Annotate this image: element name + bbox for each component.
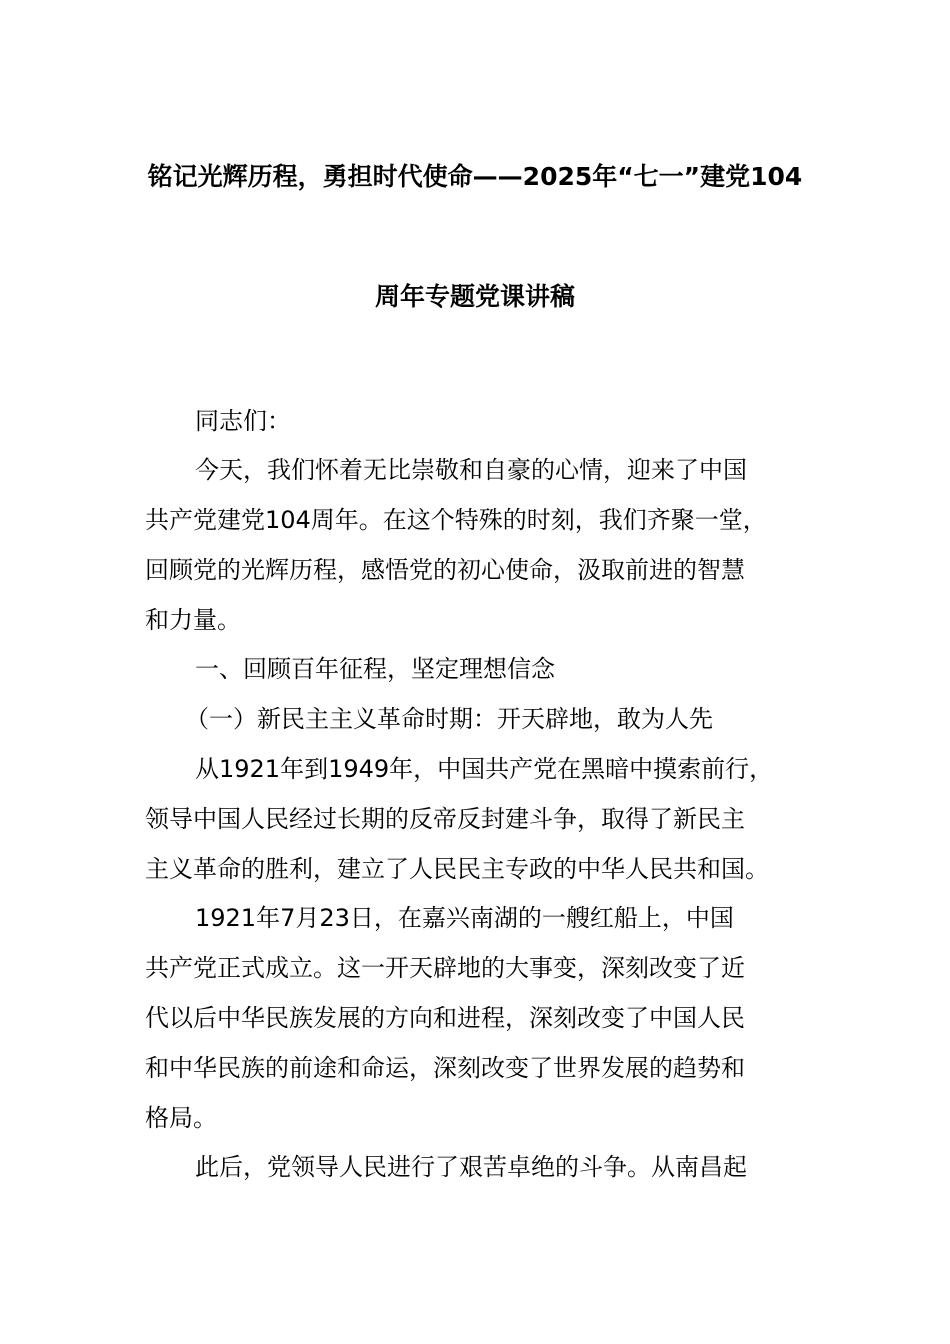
salutation: 同志们： [195, 407, 291, 435]
body-line: 回顾党的光辉历程，感悟党的初心使命，汲取前进的智慧 [145, 556, 745, 584]
section-heading: 一、回顾百年征程，坚定理想信念 [195, 655, 555, 683]
document-title-line-1: 铭记光辉历程，勇担时代使命——2025年“七一”建党104 [147, 162, 803, 191]
body-line: 共产党正式成立。这一开天辟地的大事变，深刻改变了近 [145, 954, 745, 982]
body-line: 主义革命的胜利，建立了人民民主专政的中华人民共和国。 [145, 855, 769, 883]
body-line: 领导中国人民经过长期的反帝反封建斗争，取得了新民主 [145, 805, 745, 833]
body-line: 共产党建党104周年。在这个特殊的时刻，我们齐聚一堂， [145, 506, 767, 534]
body-line: 和中华民族的前途和命运，深刻改变了世界发展的趋势和 [145, 1054, 745, 1082]
body-line: 代以后中华民族发展的方向和进程，深刻改变了中国人民 [145, 1004, 745, 1032]
body-line: 从1921年到1949年，中国共产党在黑暗中摸索前行， [195, 755, 774, 783]
body-line: 1921年7月23日，在嘉兴南湖的一艘红船上，中国 [195, 904, 734, 932]
body-line: 今天，我们怀着无比崇敬和自豪的心情，迎来了中国 [195, 456, 747, 484]
body-line: 和力量。 [145, 606, 241, 634]
document-title-line-2: 周年专题党课讲稿 [374, 282, 575, 311]
body-line: 此后，党领导人民进行了艰苦卓绝的斗争。从南昌起 [195, 1153, 747, 1181]
body-line: 格局。 [145, 1104, 217, 1132]
subsection-heading: （一）新民主主义革命时期：开天辟地，敢为人先 [185, 705, 713, 733]
